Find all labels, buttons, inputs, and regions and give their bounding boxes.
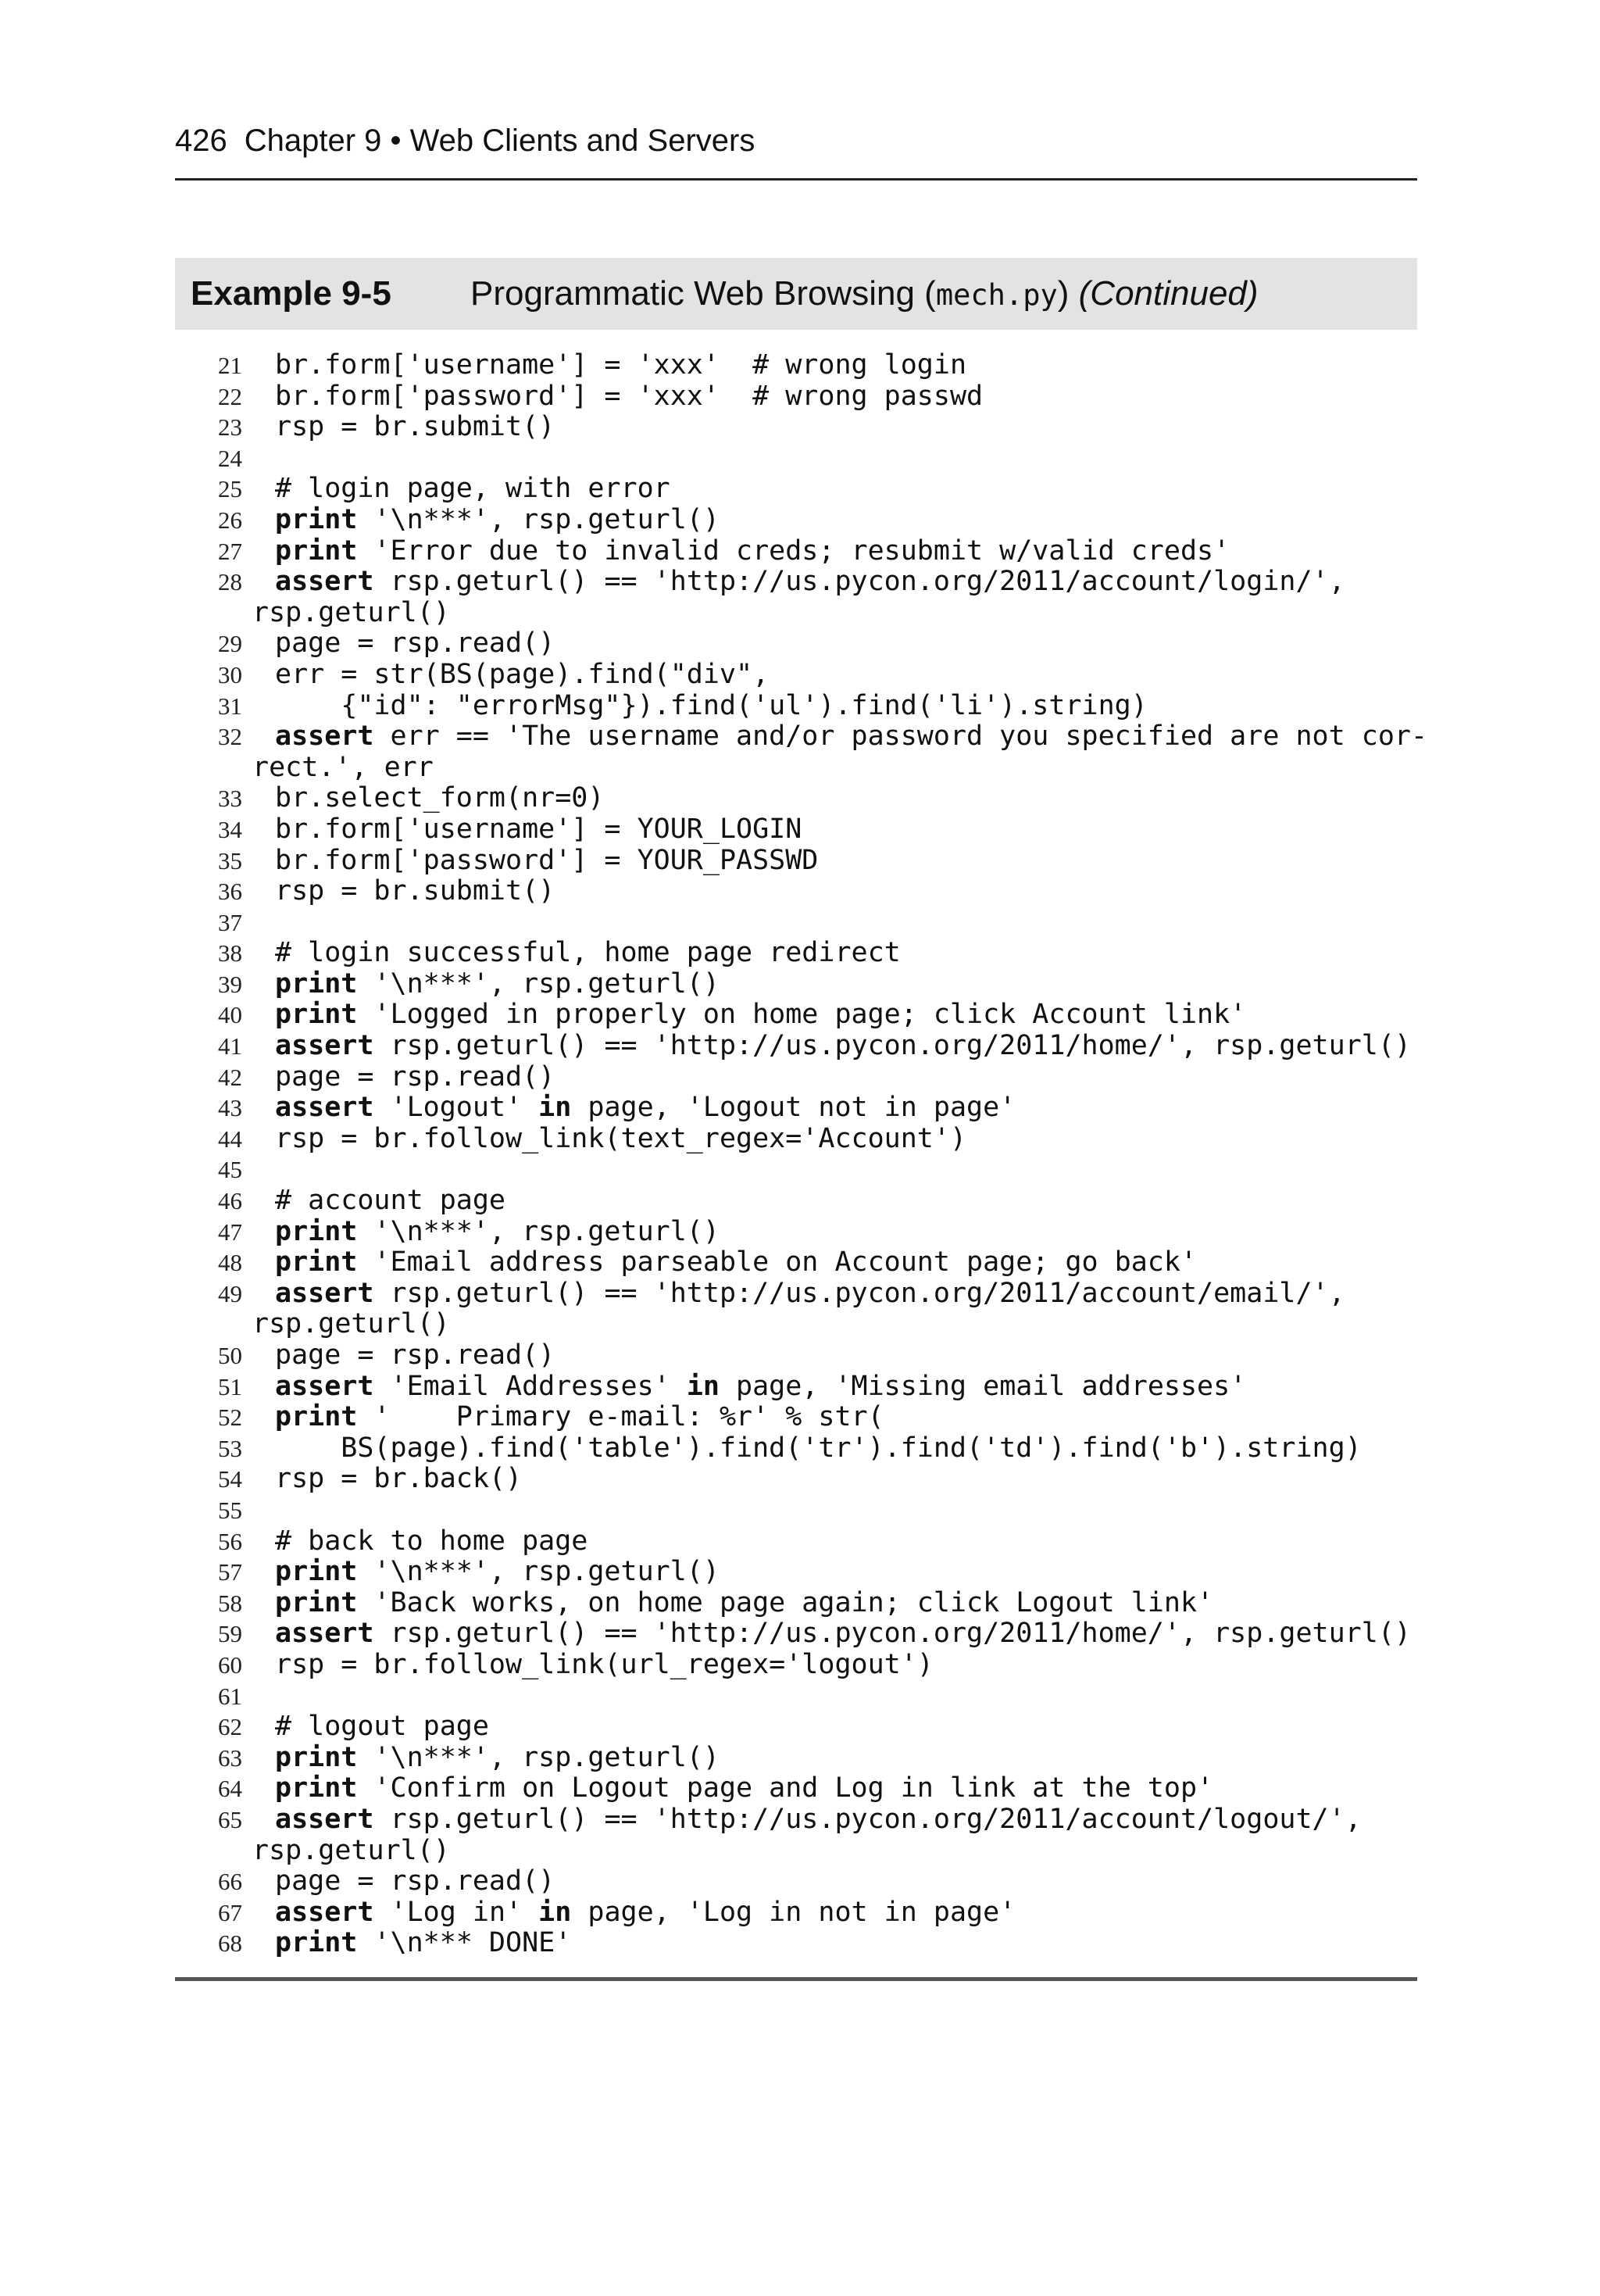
code-line bbox=[175, 1279, 1417, 1310]
code-line bbox=[175, 1031, 1417, 1062]
running-head bbox=[175, 117, 755, 164]
code-text bbox=[252, 753, 434, 784]
code-keyword: assert bbox=[275, 1370, 374, 1402]
code-text bbox=[275, 660, 769, 691]
code-fragment: page = rsp.read() bbox=[275, 1339, 555, 1371]
line-number: 41 bbox=[218, 1032, 242, 1060]
code-line bbox=[175, 691, 1417, 722]
code-keyword: print bbox=[275, 503, 358, 535]
line-number: 68 bbox=[218, 1929, 242, 1958]
code-fragment: '\n***', rsp.geturl() bbox=[357, 1215, 720, 1247]
code-fragment: rsp = br.follow_link(text_regex='Account') bbox=[275, 1122, 967, 1154]
code-fragment: 'Confirm on Logout page and Log in link at the top' bbox=[357, 1772, 1214, 1804]
code-fragment: rsp.geturl() == 'http://us.pycon.org/2011/home/', rsp.geturl() bbox=[373, 1618, 1411, 1650]
line-number: 51 bbox=[218, 1372, 242, 1400]
code-line bbox=[175, 1711, 1417, 1743]
line-number: 44 bbox=[218, 1125, 242, 1153]
code-line bbox=[175, 907, 1417, 939]
line-number: 64 bbox=[218, 1775, 242, 1803]
code-line bbox=[175, 1928, 1417, 1959]
code-text bbox=[275, 1062, 555, 1093]
line-number: 54 bbox=[218, 1465, 242, 1493]
code-text bbox=[275, 814, 802, 846]
example-caption-bar bbox=[175, 258, 1417, 330]
code-fragment: page, 'Missing email addresses' bbox=[719, 1370, 1247, 1402]
line-number: 25 bbox=[218, 475, 242, 503]
code-fragment: page = rsp.read() bbox=[275, 628, 555, 660]
code-fragment: br.select_form(nr=0) bbox=[275, 782, 605, 814]
code-line bbox=[175, 969, 1417, 1000]
code-keyword: print bbox=[275, 1556, 358, 1588]
code-fragment: err == 'The username and/or password you specified are not cor- bbox=[373, 721, 1428, 753]
code-fragment: 'Logged in properly on home page; click Account link' bbox=[357, 999, 1247, 1031]
line-number: 37 bbox=[218, 908, 242, 936]
example-filename: mech.py bbox=[935, 278, 1058, 312]
code-fragment: page, 'Log in not in page' bbox=[571, 1896, 1016, 1928]
code-line bbox=[175, 1062, 1417, 1093]
code-line bbox=[175, 1402, 1417, 1433]
code-keyword: assert bbox=[275, 1030, 374, 1062]
line-number: 22 bbox=[218, 382, 242, 410]
code-line bbox=[175, 628, 1417, 660]
code-fragment: rsp.geturl() bbox=[252, 596, 450, 628]
line-number: 26 bbox=[218, 506, 242, 534]
code-line bbox=[175, 505, 1417, 536]
code-text bbox=[252, 1836, 450, 1867]
line-number: 65 bbox=[218, 1805, 242, 1833]
code-keyword: assert bbox=[275, 566, 374, 598]
code-keyword: print bbox=[275, 967, 358, 1000]
code-text bbox=[275, 536, 1230, 567]
code-keyword: print bbox=[275, 1215, 358, 1247]
line-number: 59 bbox=[218, 1620, 242, 1648]
code-fragment: 'Error due to invalid creds; resubmit w/valid creds' bbox=[357, 535, 1230, 567]
code-keyword: in bbox=[538, 1896, 572, 1928]
code-fragment: page = rsp.read() bbox=[275, 1060, 555, 1093]
line-number: 33 bbox=[218, 785, 242, 813]
code-line bbox=[175, 1093, 1417, 1124]
code-fragment: rsp.geturl() == 'http://us.pycon.org/2011/account/login/', bbox=[373, 566, 1345, 598]
code-line bbox=[175, 1618, 1417, 1650]
line-number: 40 bbox=[218, 1001, 242, 1029]
code-text bbox=[275, 846, 818, 877]
code-text bbox=[275, 1372, 1246, 1403]
code-fragment: page, 'Logout not in page' bbox=[571, 1092, 1016, 1124]
code-fragment: rsp = br.submit() bbox=[275, 411, 555, 443]
code-text bbox=[275, 505, 720, 536]
code-keyword: print bbox=[275, 999, 358, 1031]
code-line bbox=[175, 1743, 1417, 1774]
line-number: 60 bbox=[218, 1650, 242, 1679]
code-text bbox=[275, 1928, 571, 1959]
line-number: 36 bbox=[218, 878, 242, 906]
code-line-continuation bbox=[175, 753, 1417, 784]
code-text bbox=[275, 691, 1148, 722]
code-fragment: '\n***', rsp.geturl() bbox=[357, 1556, 720, 1588]
line-number: 56 bbox=[218, 1527, 242, 1555]
code-line bbox=[175, 350, 1417, 381]
page-number: 426 bbox=[175, 123, 227, 158]
code-fragment: 'Email Addresses' bbox=[373, 1370, 687, 1402]
code-text bbox=[275, 1588, 1213, 1619]
code-keyword: assert bbox=[275, 721, 374, 753]
line-number: 50 bbox=[218, 1342, 242, 1369]
code-line bbox=[175, 1650, 1417, 1681]
code-keyword: print bbox=[275, 1586, 358, 1618]
code-fragment: br.form['password'] = 'xxx' # wrong passwd bbox=[275, 380, 984, 412]
code-text bbox=[275, 1526, 588, 1557]
code-keyword: in bbox=[538, 1092, 572, 1124]
code-text bbox=[275, 1124, 966, 1155]
code-fragment: rsp.geturl() bbox=[252, 1834, 450, 1866]
code-fragment: rsp.geturl() == 'http://us.pycon.org/2011/home/', rsp.geturl() bbox=[373, 1030, 1411, 1062]
code-line-continuation bbox=[175, 1309, 1417, 1340]
example-title-text: Programmatic Web Browsing bbox=[470, 274, 925, 313]
code-text bbox=[275, 1000, 1246, 1031]
code-fragment: '\n*** DONE' bbox=[357, 1927, 572, 1959]
line-number: 43 bbox=[218, 1094, 242, 1122]
code-line bbox=[175, 1186, 1417, 1217]
code-text bbox=[275, 1464, 522, 1495]
code-text bbox=[252, 598, 450, 629]
code-text bbox=[275, 1897, 1016, 1929]
code-fragment: rsp.geturl() == 'http://us.pycon.org/2011/account/email/', bbox=[373, 1277, 1345, 1309]
code-line bbox=[175, 536, 1417, 567]
code-text bbox=[275, 1093, 1016, 1124]
code-keyword: print bbox=[275, 1927, 358, 1959]
line-number: 39 bbox=[218, 970, 242, 998]
code-line bbox=[175, 412, 1417, 443]
code-line bbox=[175, 1526, 1417, 1557]
code-line bbox=[175, 1124, 1417, 1155]
example-title-paren-open: ( bbox=[924, 274, 936, 313]
line-number: 31 bbox=[218, 692, 242, 720]
line-number: 61 bbox=[218, 1682, 242, 1710]
line-number: 47 bbox=[218, 1218, 242, 1246]
code-fragment: br.form['username'] = 'xxx' # wrong login bbox=[275, 349, 967, 381]
line-number: 24 bbox=[218, 444, 242, 472]
code-line bbox=[175, 381, 1417, 413]
code-text bbox=[275, 1866, 555, 1897]
line-number: 62 bbox=[218, 1713, 242, 1741]
line-number: 34 bbox=[218, 815, 242, 843]
line-number: 42 bbox=[218, 1063, 242, 1091]
code-line bbox=[175, 660, 1417, 691]
code-text bbox=[275, 1217, 720, 1248]
code-line bbox=[175, 783, 1417, 814]
code-line-continuation bbox=[175, 598, 1417, 629]
code-keyword: assert bbox=[275, 1092, 374, 1124]
code-listing bbox=[175, 349, 1428, 1959]
code-line bbox=[175, 1897, 1417, 1929]
code-text bbox=[275, 1279, 1345, 1310]
code-fragment: rsp = br.back() bbox=[275, 1463, 523, 1495]
code-line bbox=[175, 1495, 1417, 1526]
example-title bbox=[470, 270, 1259, 319]
code-keyword: print bbox=[275, 1741, 358, 1773]
code-fragment: rsp.geturl() == 'http://us.pycon.org/2011/account/logout/', bbox=[373, 1803, 1362, 1835]
line-number: 46 bbox=[218, 1187, 242, 1215]
code-fragment: '\n***', rsp.geturl() bbox=[357, 503, 720, 535]
code-text bbox=[275, 938, 901, 969]
code-text bbox=[275, 1618, 1411, 1650]
code-line bbox=[175, 443, 1417, 474]
code-fragment: err = str(BS(page).find("div", bbox=[275, 658, 770, 690]
code-keyword: assert bbox=[275, 1803, 374, 1835]
code-line bbox=[175, 814, 1417, 846]
code-text bbox=[275, 567, 1345, 598]
code-text bbox=[275, 1650, 934, 1681]
code-fragment: br.form['password'] = YOUR_PASSWD bbox=[275, 844, 819, 876]
code-keyword: in bbox=[686, 1370, 720, 1402]
code-line bbox=[175, 938, 1417, 969]
code-line bbox=[175, 474, 1417, 505]
line-number: 49 bbox=[218, 1279, 242, 1307]
line-number: 38 bbox=[218, 939, 242, 967]
code-line bbox=[175, 1154, 1417, 1186]
code-line bbox=[175, 1000, 1417, 1031]
code-text bbox=[252, 1309, 450, 1340]
code-fragment: ' Primary e-mail: %r' % str( bbox=[357, 1401, 884, 1433]
code-text bbox=[275, 1711, 489, 1743]
listing-bottom-rule bbox=[175, 1977, 1417, 1981]
line-number: 52 bbox=[218, 1404, 242, 1432]
line-number: 30 bbox=[218, 660, 242, 688]
code-fragment: rsp = br.submit() bbox=[275, 875, 555, 907]
code-keyword: print bbox=[275, 1246, 358, 1279]
code-text bbox=[275, 1773, 1213, 1804]
code-line bbox=[175, 1866, 1417, 1897]
code-text bbox=[275, 969, 720, 1000]
code-line bbox=[175, 1217, 1417, 1248]
code-fragment: '\n***', rsp.geturl() bbox=[357, 967, 720, 1000]
code-fragment: '\n***', rsp.geturl() bbox=[357, 1741, 720, 1773]
code-keyword: assert bbox=[275, 1277, 374, 1309]
code-line bbox=[175, 1681, 1417, 1712]
code-text bbox=[275, 412, 555, 443]
line-number: 28 bbox=[218, 568, 242, 596]
code-text bbox=[275, 381, 983, 413]
code-text bbox=[275, 1247, 1197, 1279]
code-line bbox=[175, 1433, 1417, 1465]
code-line bbox=[175, 846, 1417, 877]
code-text bbox=[275, 1402, 884, 1433]
code-fragment: 'Log in' bbox=[373, 1896, 539, 1928]
code-text bbox=[275, 1804, 1362, 1836]
code-text bbox=[275, 350, 966, 381]
code-line bbox=[175, 1464, 1417, 1495]
line-number: 55 bbox=[218, 1496, 242, 1524]
line-number: 66 bbox=[218, 1868, 242, 1896]
line-number: 45 bbox=[218, 1156, 242, 1184]
code-fragment: br.form['username'] = YOUR_LOGIN bbox=[275, 813, 802, 845]
line-number: 58 bbox=[218, 1589, 242, 1617]
code-line bbox=[175, 1773, 1417, 1804]
code-line bbox=[175, 567, 1417, 598]
header-rule bbox=[175, 178, 1417, 181]
line-number: 67 bbox=[218, 1898, 242, 1926]
chapter-title: Chapter 9 • Web Clients and Servers bbox=[244, 123, 755, 158]
line-number: 57 bbox=[218, 1558, 242, 1586]
code-text bbox=[275, 1557, 720, 1588]
code-line bbox=[175, 876, 1417, 907]
code-fragment: 'Email address parseable on Account page; go back' bbox=[357, 1246, 1198, 1279]
code-fragment: # back to home page bbox=[275, 1525, 588, 1557]
code-text bbox=[275, 783, 604, 814]
code-fragment: BS(page).find('table').find('tr').find('td').find('b').string) bbox=[275, 1432, 1362, 1464]
line-number: 32 bbox=[218, 723, 242, 751]
code-fragment: {"id": "errorMsg"}).find('ul').find('li').string) bbox=[275, 689, 1148, 721]
code-line bbox=[175, 1557, 1417, 1588]
code-text bbox=[275, 628, 555, 660]
code-fragment: 'Logout' bbox=[373, 1092, 539, 1124]
line-number: 29 bbox=[218, 630, 242, 658]
code-keyword: print bbox=[275, 1401, 358, 1433]
code-text bbox=[275, 1186, 505, 1217]
code-fragment: page = rsp.read() bbox=[275, 1865, 555, 1897]
line-number: 27 bbox=[218, 537, 242, 565]
code-line bbox=[175, 1247, 1417, 1279]
code-fragment: rsp.geturl() bbox=[252, 1308, 450, 1340]
line-number: 23 bbox=[218, 413, 242, 442]
example-title-paren-close: ) bbox=[1057, 274, 1070, 313]
code-text bbox=[275, 1743, 720, 1774]
code-keyword: assert bbox=[275, 1896, 374, 1928]
code-keyword: print bbox=[275, 1772, 358, 1804]
line-number: 53 bbox=[218, 1434, 242, 1462]
line-number: 48 bbox=[218, 1249, 242, 1277]
code-line bbox=[175, 1340, 1417, 1372]
code-text bbox=[275, 1031, 1411, 1062]
code-text bbox=[275, 1340, 555, 1372]
code-fragment: 'Back works, on home page again; click Logout link' bbox=[357, 1586, 1214, 1618]
code-text bbox=[275, 721, 1427, 753]
line-number: 21 bbox=[218, 352, 242, 379]
code-fragment: rect.', err bbox=[252, 751, 434, 783]
example-label: Example 9-5 bbox=[191, 274, 391, 313]
code-fragment: # login successful, home page redirect bbox=[275, 937, 901, 969]
code-fragment: # account page bbox=[275, 1185, 506, 1217]
code-keyword: assert bbox=[275, 1618, 374, 1650]
code-fragment: # logout page bbox=[275, 1711, 489, 1743]
code-text bbox=[275, 474, 670, 505]
code-line bbox=[175, 721, 1428, 753]
code-text bbox=[275, 876, 555, 907]
code-fragment: # login page, with error bbox=[275, 473, 670, 505]
code-line-continuation bbox=[175, 1836, 1417, 1867]
code-line bbox=[175, 1588, 1417, 1619]
code-line bbox=[175, 1804, 1417, 1836]
code-keyword: print bbox=[275, 535, 358, 567]
code-text bbox=[275, 1433, 1362, 1465]
code-fragment: rsp = br.follow_link(url_regex='logout') bbox=[275, 1648, 934, 1680]
code-line bbox=[175, 1372, 1417, 1403]
example-continued: (Continued) bbox=[1078, 274, 1259, 313]
line-number: 35 bbox=[218, 846, 242, 874]
line-number: 63 bbox=[218, 1743, 242, 1772]
